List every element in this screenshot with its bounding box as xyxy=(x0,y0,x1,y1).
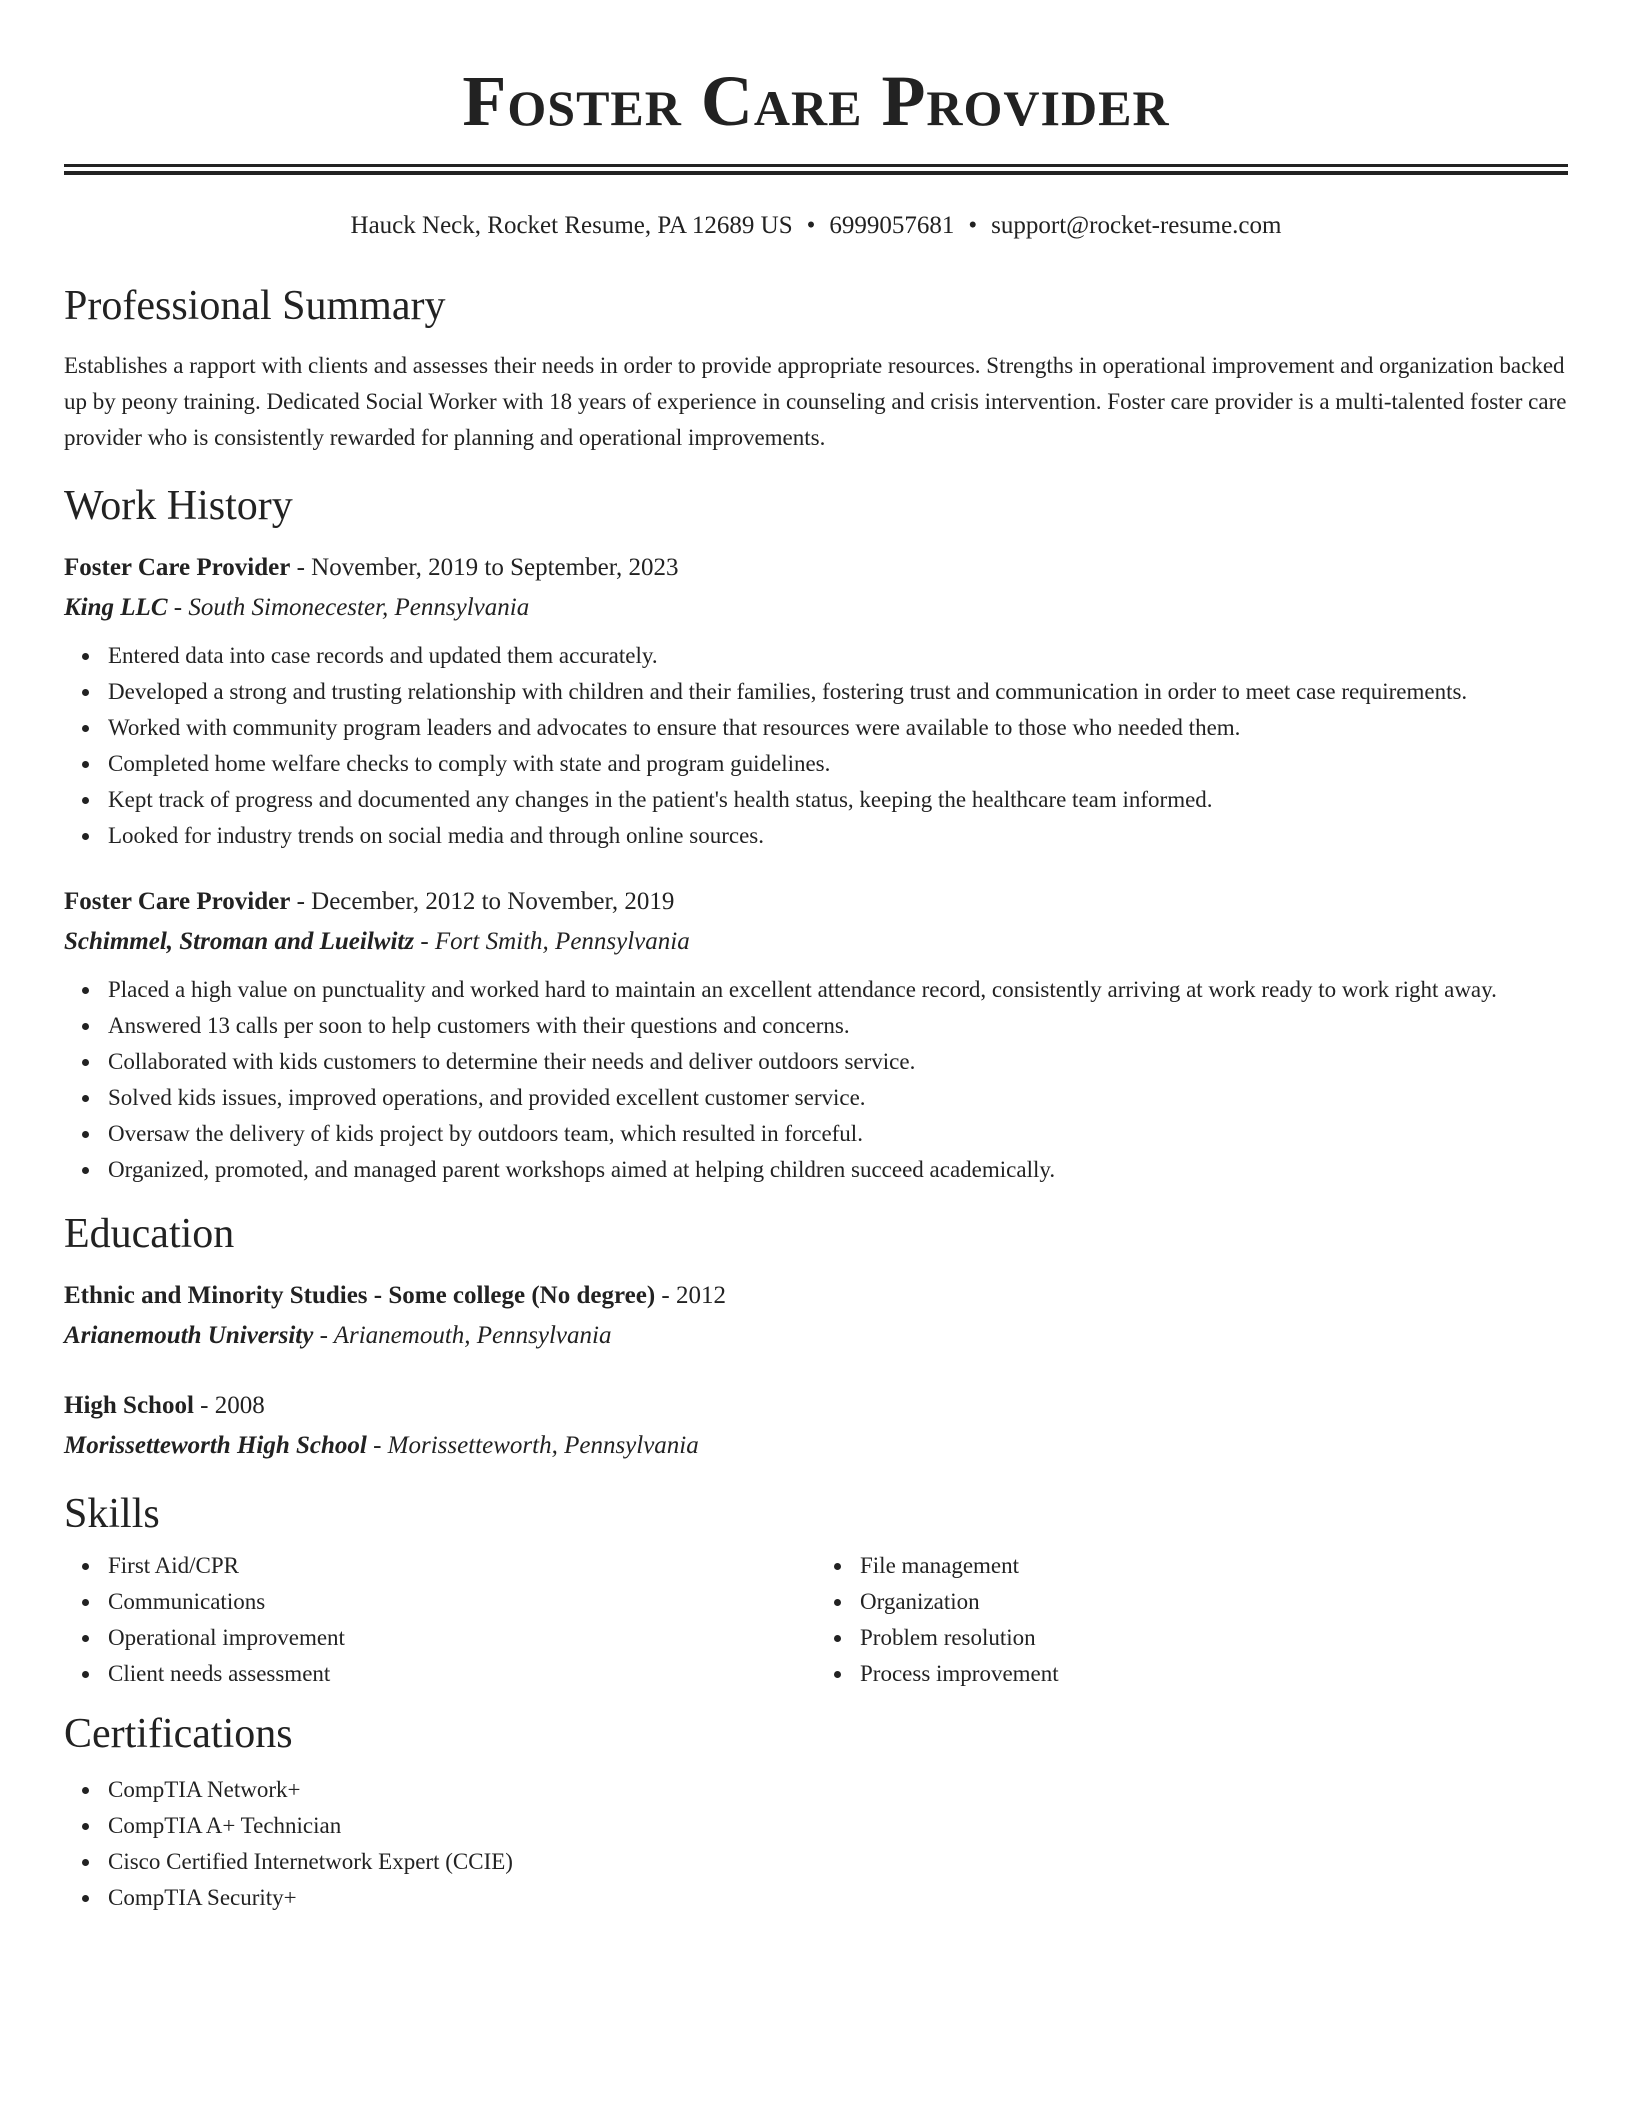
skill-item: First Aid/CPR xyxy=(108,1548,816,1584)
contact-address: Hauck Neck, Rocket Resume, PA 12689 US xyxy=(350,212,793,239)
job-bullet: Answered 13 calls per soon to help customers with their questions and concerns. xyxy=(108,1008,1568,1044)
header-divider xyxy=(64,164,1568,175)
job-bullet: Developed a strong and trusting relationship with children and their families, fostering trust and communication in order to meet case requirements. xyxy=(108,674,1568,710)
education-entry xyxy=(64,1386,1568,1466)
summary-text: Establishes a rapport with clients and assesses their needs in order to provide appropriate resources. Strengths in operational improvement and organization backed up by peony training. Dedicated Social Worker with 18 years of experience in counseling and crisis intervention. Foster care provider is a multi-talented foster care provider who is consistently rewarded for planning and operational improvements. xyxy=(64,353,1567,450)
job-header xyxy=(64,882,1568,922)
certification-item: CompTIA Security+ xyxy=(108,1880,1568,1916)
skill-item: Communications xyxy=(108,1584,816,1620)
job-entry xyxy=(64,882,1568,1188)
job-company: Schimmel, Stroman and Lueilwitz xyxy=(64,928,415,955)
skill-item: Problem resolution xyxy=(860,1620,1568,1656)
contact-separator: • xyxy=(968,212,978,239)
job-bullet: Completed home welfare checks to comply with state and program guidelines. xyxy=(108,746,1568,782)
education-header xyxy=(64,1386,1568,1426)
education-school: Arianemouth University xyxy=(64,1322,314,1349)
job-bullet: Entered data into case records and updated them accurately. xyxy=(108,638,1568,674)
job-entry xyxy=(64,548,1568,854)
education-school-line xyxy=(64,1426,1568,1466)
skill-item: Process improvement xyxy=(860,1656,1568,1692)
skills-grid xyxy=(64,1548,1568,1692)
skills-heading: Skills xyxy=(64,1491,160,1537)
resume-name: Foster Care Provider xyxy=(462,61,1170,141)
job-bullet-list xyxy=(64,972,1568,1188)
job-bullet: Organized, promoted, and managed parent workshops aimed at helping children succeed academically. xyxy=(108,1152,1568,1188)
job-location: - South Simonecester, Pennsylvania xyxy=(167,594,530,621)
job-dates: - December, 2012 to November, 2019 xyxy=(290,888,675,915)
education-year: - 2008 xyxy=(193,1392,265,1419)
job-bullet: Solved kids issues, improved operations, and provided excellent customer service. xyxy=(108,1080,1568,1116)
job-role: Foster Care Provider xyxy=(64,888,291,915)
education-heading: Education xyxy=(64,1211,235,1257)
education-degree: High School xyxy=(64,1392,194,1419)
skills-column-left xyxy=(64,1548,816,1692)
education-year: - 2012 xyxy=(655,1282,726,1309)
work-history-heading: Work History xyxy=(64,483,293,529)
job-bullet-list xyxy=(64,638,1568,854)
certification-item: CompTIA Network+ xyxy=(108,1772,1568,1808)
education-location: - Arianemouth, Pennsylvania xyxy=(313,1322,612,1349)
job-bullet: Collaborated with kids customers to determine their needs and deliver outdoors service. xyxy=(108,1044,1568,1080)
job-bullet: Worked with community program leaders and advocates to ensure that resources were available to those who needed them. xyxy=(108,710,1568,746)
certifications-heading: Certifications xyxy=(64,1711,293,1757)
job-employer xyxy=(64,588,1568,628)
contact-email: support@rocket-resume.com xyxy=(991,212,1282,239)
job-employer xyxy=(64,922,1568,962)
education-entry xyxy=(64,1276,1568,1356)
certification-item: Cisco Certified Internetwork Expert (CCIE) xyxy=(108,1844,1568,1880)
job-dates: - November, 2019 to September, 2023 xyxy=(290,554,679,581)
job-header xyxy=(64,548,1568,588)
skill-item: Organization xyxy=(860,1584,1568,1620)
education-school-line xyxy=(64,1316,1568,1356)
contact-separator: • xyxy=(806,212,816,239)
job-bullet: Oversaw the delivery of kids project by outdoors team, which resulted in forceful. xyxy=(108,1116,1568,1152)
job-bullet: Placed a high value on punctuality and worked hard to maintain an excellent attendance record, consistently arriving at work ready to work right away. xyxy=(108,972,1568,1008)
job-company: King LLC xyxy=(64,594,168,621)
job-bullet: Looked for industry trends on social media and through online sources. xyxy=(108,818,1568,854)
skills-column-right xyxy=(816,1548,1568,1692)
education-header xyxy=(64,1276,1568,1316)
contact-line xyxy=(64,210,1568,242)
certification-item: CompTIA A+ Technician xyxy=(108,1808,1568,1844)
education-location: - Morissetteworth, Pennsylvania xyxy=(366,1432,699,1459)
skill-item: Operational improvement xyxy=(108,1620,816,1656)
job-bullet: Kept track of progress and documented any changes in the patient's health status, keeping the healthcare team informed. xyxy=(108,782,1568,818)
education-degree: Ethnic and Minority Studies - Some college (No degree) xyxy=(64,1282,656,1309)
certifications-list xyxy=(64,1772,1568,1916)
skill-item: Client needs assessment xyxy=(108,1656,816,1692)
education-school: Morissetteworth High School xyxy=(64,1432,367,1459)
job-role: Foster Care Provider xyxy=(64,554,291,581)
contact-phone: 6999057681 xyxy=(829,212,955,239)
job-location: - Fort Smith, Pennsylvania xyxy=(414,928,690,955)
summary-heading: Professional Summary xyxy=(64,283,446,329)
skill-item: File management xyxy=(860,1548,1568,1584)
